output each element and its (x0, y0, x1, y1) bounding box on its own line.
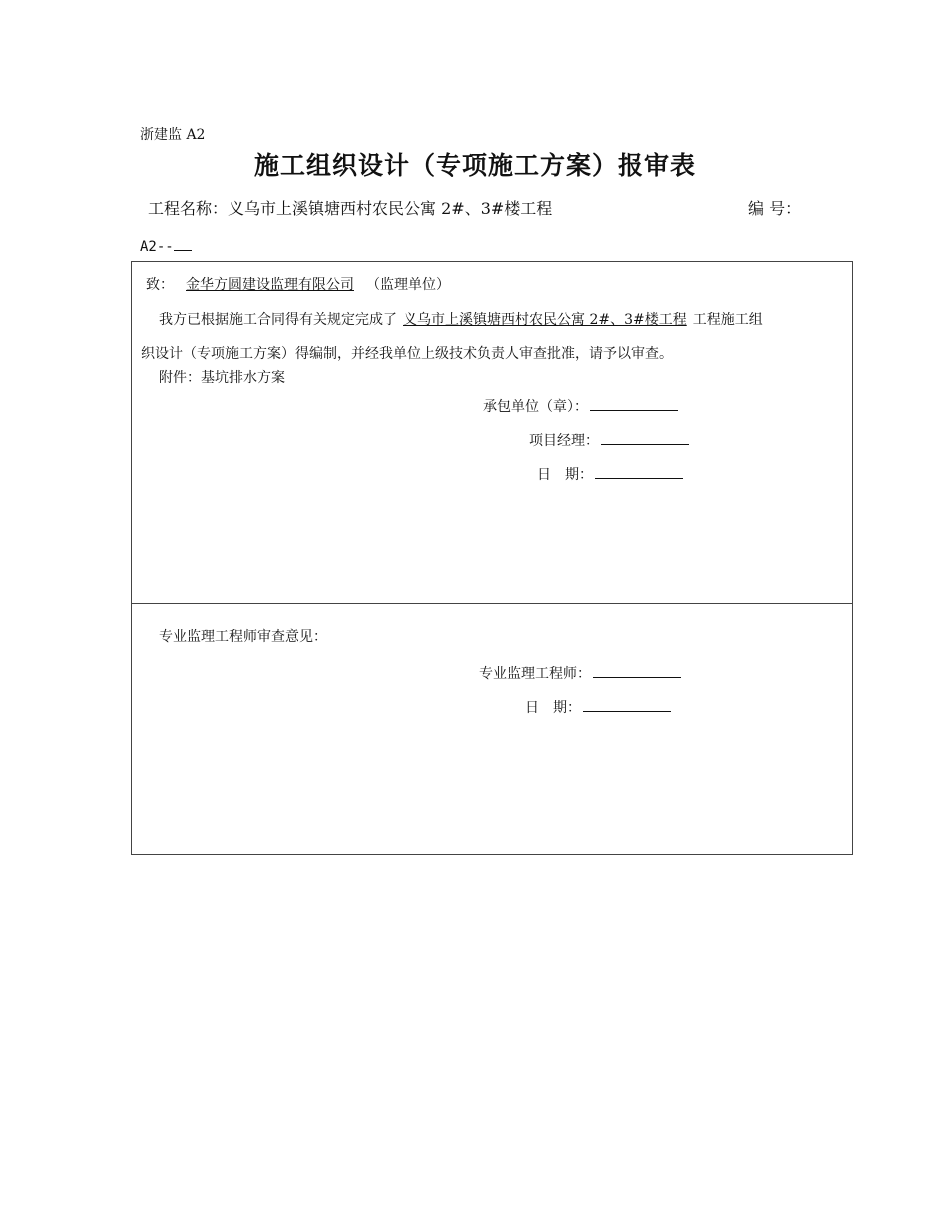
contractor-signature (483, 396, 678, 416)
body-suffix: 工程施工组 (692, 312, 763, 328)
contractor-sign-line (590, 396, 678, 411)
engineer-sign-line (593, 663, 681, 678)
project-name-value: 义乌市上溪镇塘西村农民公寓 2#、3#楼工程 (228, 199, 553, 218)
project-name-line (148, 196, 552, 219)
manager-label: 项目经理： (529, 433, 599, 449)
document-number-value: A2-- (140, 239, 174, 255)
engineer-label: 专业监理工程师： (479, 666, 591, 682)
addressee-label: 致： (146, 277, 174, 293)
review-opinion-label: 专业监理工程师审查意见： (159, 629, 327, 645)
document-title: 施工组织设计（专项施工方案）报审表 (253, 151, 696, 180)
contractor-label: 承包单位（章）： (483, 399, 588, 415)
engineer-signature (479, 663, 681, 683)
attachment-line: 附件：基坑排水方案 (159, 370, 285, 386)
body-project: 义乌市上溪镇塘西村农民公寓 2#、3#楼工程 (403, 312, 687, 328)
addressee-unit: 金华方圆建设监理有限公司 (186, 277, 354, 293)
review-date (525, 697, 671, 717)
manager-sign-line (601, 430, 689, 445)
section-divider (132, 603, 852, 604)
addressee-line (146, 274, 450, 294)
document-number-blank (174, 238, 192, 251)
form-table (131, 261, 853, 855)
submit-date-line (595, 464, 683, 479)
body-line-1 (159, 309, 763, 329)
addressee-unit-suffix: （监理单位） (366, 277, 450, 293)
body-line-2: 织设计（专项施工方案）得编制，并经我单位上级技术负责人审查批准，请予以审查。 (141, 346, 673, 362)
submit-date-label: 日 期： (537, 467, 593, 483)
review-date-line (583, 697, 671, 712)
submit-date (537, 464, 683, 484)
document-number (140, 238, 192, 255)
project-name-label: 工程名称： (148, 199, 229, 218)
review-date-label: 日 期： (525, 700, 581, 716)
document-number-label: 编 号： (748, 199, 802, 218)
body-prefix: 我方已根据施工合同得有关规定完成了 (159, 312, 397, 328)
manager-signature (529, 430, 689, 450)
form-code: 浙建监 A2 (140, 127, 206, 143)
